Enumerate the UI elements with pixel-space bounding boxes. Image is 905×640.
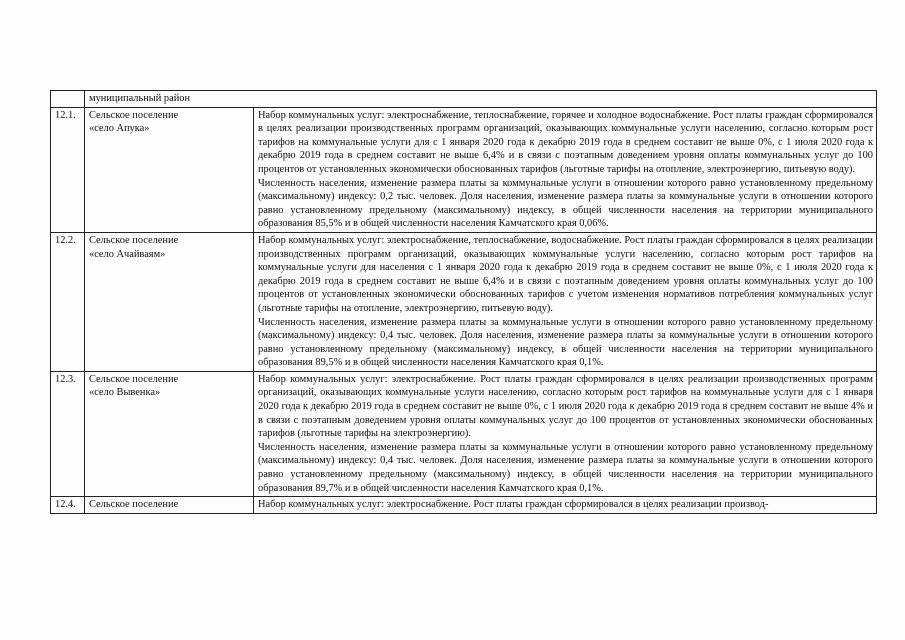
settlement-title: «село Ачайваям» <box>89 248 166 260</box>
row-number: 12.2. <box>51 232 85 371</box>
settlement-type: Сельское поселение <box>89 499 179 511</box>
table-row <box>51 107 877 232</box>
services-paragraph: Набор коммунальных услуг: электроснабжение. Рост платы граждан сформировался в целях реализации производственных программ организаций, оказывающих коммунальные услуги населению, согласно которым рост тарифов на коммунальные услуги для с 1 января 2020 года к декабрю 2019 года в среднем составит не выше 0%, с 1 июля 2020 года к декабрю 2019 года в среднем составит не выше 4% и в связи с поэтапным доведением уровня оплаты коммунальных услуг до 100 процентов от установленных экономически обоснованных тарифов (льготные тарифы на электроэнергию). <box>258 373 873 440</box>
table-row <box>51 232 877 371</box>
row-number: 12.1. <box>51 107 85 232</box>
settlement-name <box>85 232 254 371</box>
services-paragraph: Набор коммунальных услуг: электроснабжение, теплоснабжение, горячее и холодное водоснабжение. Рост платы граждан сформировался в целях реализации производственных программ организаций, оказывающих коммунальные услуги населению, согласно которым рост тарифов на коммунальные услуги для с 1 января 2020 года к декабрю 2019 года в среднем составит не выше 0%, с 1 июля 2020 года к декабрю 2019 года в среднем составит не выше 6,4% и в связи с поэтапным доведением уровня оплаты коммунальных услуг до 100 процентов от установленных экономически обоснованных тарифов (льготные тарифы на отопление, электроэнергию, питьевую воду). <box>258 109 873 175</box>
description-cell <box>254 371 877 496</box>
description-cell <box>254 232 877 371</box>
services-paragraph: Набор коммунальных услуг: электроснабжение, теплоснабжение, водоснабжение. Рост платы граждан сформировался в целях реализации производственных программ организаций, оказывающих коммунальные услуги населению, согласно которым рост тарифов на коммунальные услуги для населения с 1 января 2020 года к декабрю 2019 года в среднем составит не выше 0%, с 1 июля 2020 года к декабрю 2019 года в среднем составит не выше 6,4% и в связи с поэтапным доведением уровня оплаты коммунальных услуг до 100 процентов от установленных экономически обоснованных тарифов с учетом изменения нормативов потребления коммунальных услуг (льготные тарифы на отопление, электроэнергию, питьевую воду). <box>258 234 873 314</box>
number-cell <box>51 91 85 108</box>
settlement-name <box>85 107 254 232</box>
description-cell <box>254 497 877 514</box>
population-paragraph: Численность населения, изменение размера платы за коммунальные услуги в отношении которого равно установленному предельному (максимальному) индексу: 0,4 тыс. человек. Доля населения, изменение размера платы за коммунальные услуги в отношении которого равно установленному предельному (максимальному) индексу, в общей численности населения на территории муниципального образования 89,7% и в общей численности населения Камчатского края 0,1%. <box>258 441 873 494</box>
table-row <box>51 497 877 514</box>
municipal-district-cell: муниципальный район <box>85 91 877 108</box>
row-number: 12.4. <box>51 497 85 514</box>
description-cell <box>254 107 877 232</box>
settlement-name <box>85 497 254 514</box>
services-paragraph: Набор коммунальных услуг: электроснабжение. Рост платы граждан сформировался в целях реализации производ- <box>258 499 769 511</box>
tariff-table <box>50 90 877 514</box>
population-paragraph: Численность населения, изменение размера платы за коммунальные услуги в отношении которого равно установленному предельному (максимальному) индексу: 0,4 тыс. человек. Доля населения, изменение размера платы за коммунальные услуги в отношении которого равно установленному предельному (максимальному) индексу, в общей численности населения на территории муниципального образования 89,5% и в общей численности населения Камчатского края 0,1%. <box>258 316 873 369</box>
population-paragraph: Численность населения, изменение размера платы за коммунальные услуги в отношении которого равно установленному предельному (максимальному) индексу: 0,2 тыс. человек. Доля населения, изменение размера платы за коммунальные услуги в отношении которого равно установленному предельному (максимальному) индексу, в общей численности населения на территории муниципального образования 85,5% и в общей численности населения Камчатского края 0,06%. <box>258 177 873 230</box>
settlement-type: Сельское поселение <box>89 109 179 121</box>
settlement-title: «село Вывенка» <box>89 387 161 399</box>
settlement-type: Сельское поселение <box>89 234 179 246</box>
settlement-name <box>85 371 254 496</box>
row-number: 12.3. <box>51 371 85 496</box>
table-row <box>51 91 877 108</box>
table-row <box>51 371 877 496</box>
settlement-title: «село Апука» <box>89 123 150 135</box>
settlement-type: Сельское поселение <box>89 373 179 385</box>
